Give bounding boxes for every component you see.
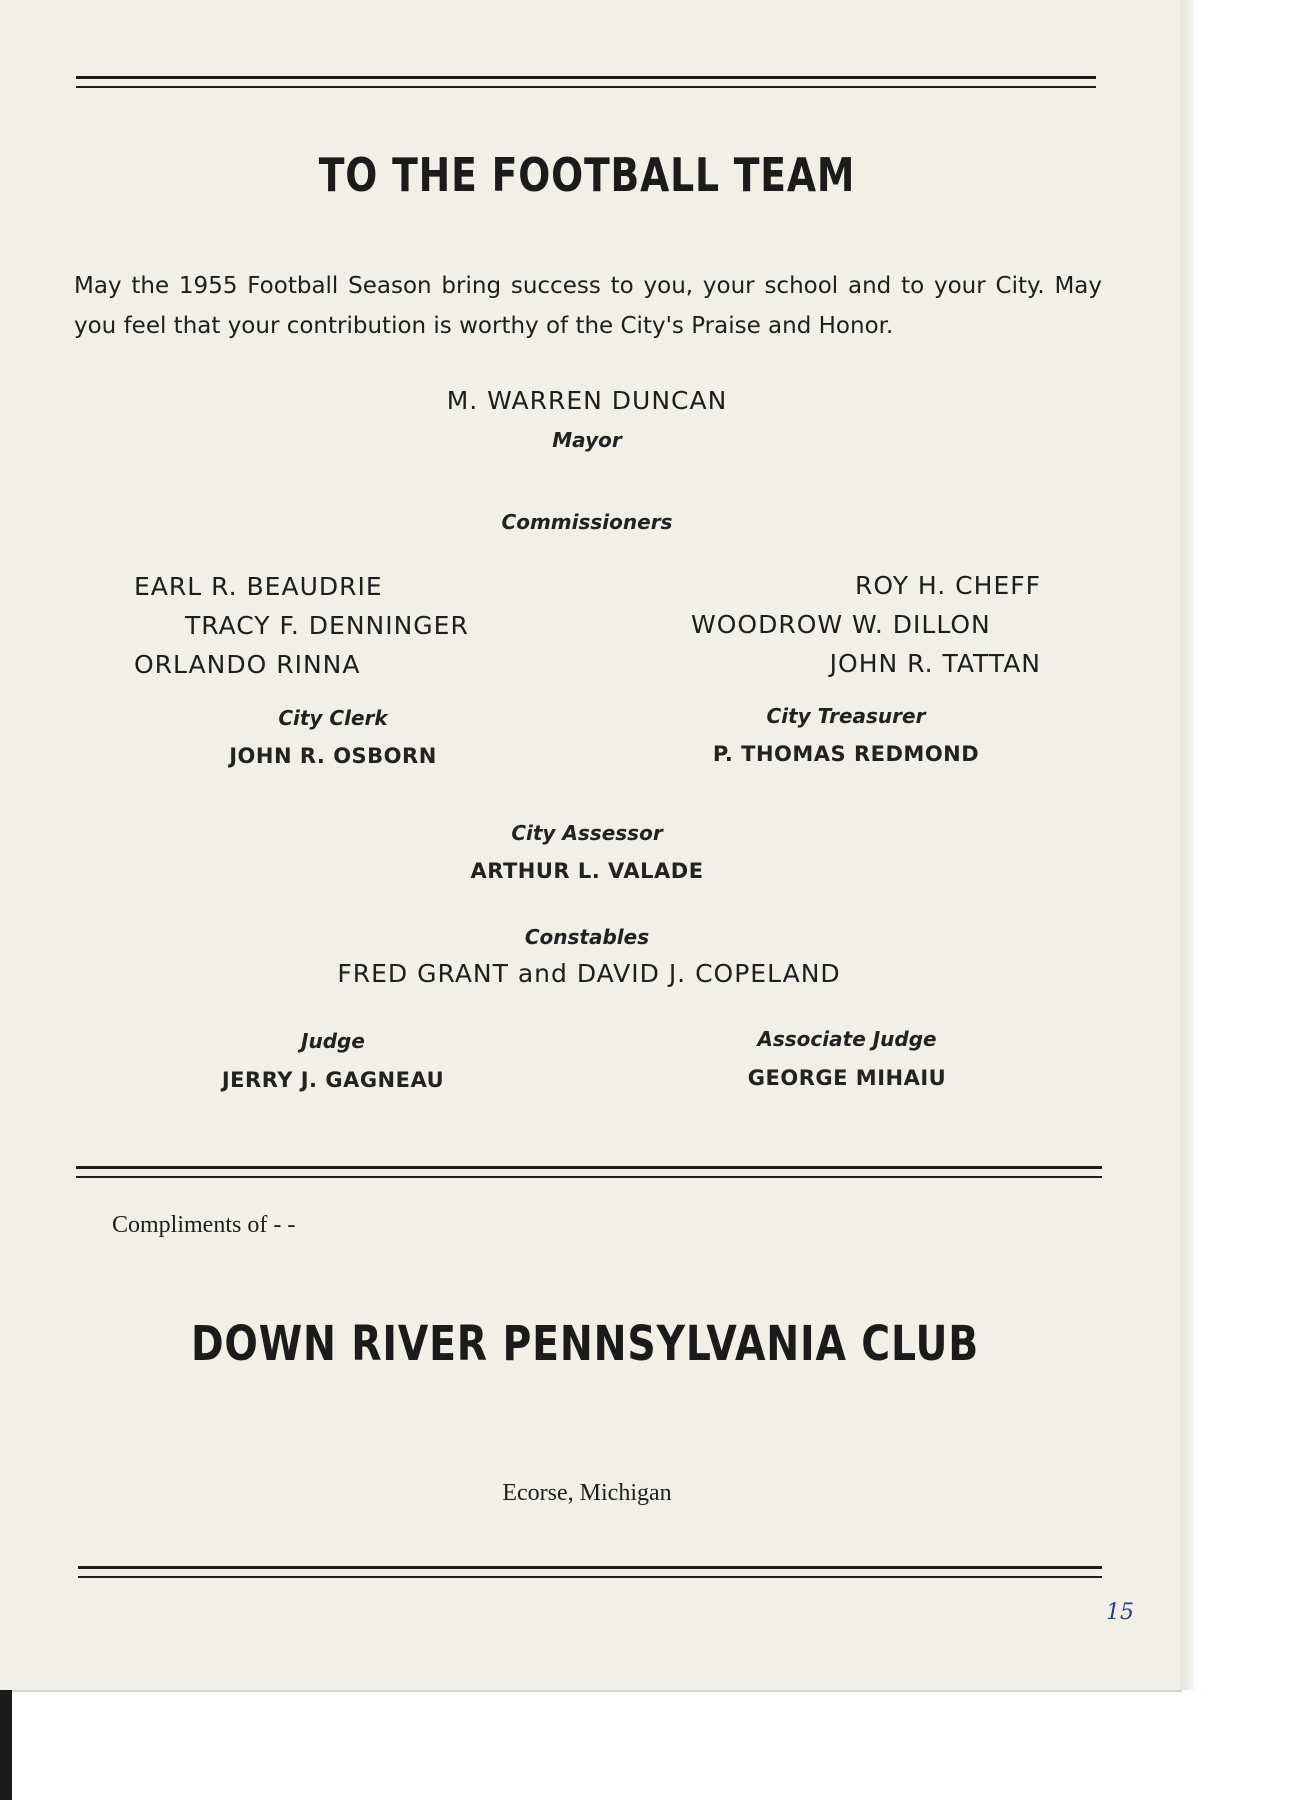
commissioner-left-1: EARL R. BEAUDRIE: [134, 572, 383, 601]
commissioners-title: Commissioners: [501, 510, 673, 534]
message-paragraph: May the 1955 Football Season bring success to you, your school and to your City. May you feel that your contribution is worthy of the City's Praise and Honor.: [74, 273, 1102, 339]
page-number: 15: [1106, 1600, 1134, 1625]
city-clerk-title: City Clerk: [278, 706, 388, 730]
city-treasurer-name: P. THOMAS REDMOND: [712, 742, 980, 766]
commissioner-right-2: WOODROW W. DILLON: [691, 610, 991, 639]
club-location: Ecorse, Michigan: [502, 1480, 672, 1506]
associate-judge-title: Associate Judge: [757, 1027, 937, 1051]
mayor-title: Mayor: [552, 428, 622, 452]
club-name: DOWN RIVER PENNSYLVANIA CLUB: [190, 1316, 980, 1372]
compliments-text: Compliments of - -: [112, 1212, 296, 1238]
page-heading: TO THE FOOTBALL TEAM: [318, 148, 856, 202]
judge-title: Judge: [301, 1029, 365, 1053]
city-assessor-title: City Assessor: [511, 821, 663, 845]
constables-title: Constables: [524, 925, 650, 949]
middle-rule: [76, 1166, 1102, 1178]
constables-names: FRED GRANT and DAVID J. COPELAND: [337, 959, 841, 988]
judge-name: JERRY J. GAGNEAU: [221, 1068, 445, 1092]
top-rule: [76, 76, 1096, 88]
city-treasurer-title: City Treasurer: [766, 704, 926, 728]
commissioner-left-3: ORLANDO RINNA: [134, 650, 361, 679]
binding-shadow: [0, 1690, 12, 1800]
commissioner-left-2: TRACY F. DENNINGER: [185, 611, 469, 640]
city-clerk-name: JOHN R. OSBORN: [229, 744, 437, 768]
mayor-name: M. WARREN DUNCAN: [446, 386, 728, 415]
page-edge: [1180, 0, 1194, 1690]
city-assessor-name: ARTHUR L. VALADE: [470, 859, 704, 883]
bottom-rule: [78, 1566, 1102, 1578]
associate-judge-name: GEORGE MIHAIU: [747, 1066, 947, 1090]
commissioner-right-1: ROY H. CHEFF: [855, 571, 1041, 600]
commissioner-right-3: JOHN R. TATTAN: [829, 649, 1041, 678]
